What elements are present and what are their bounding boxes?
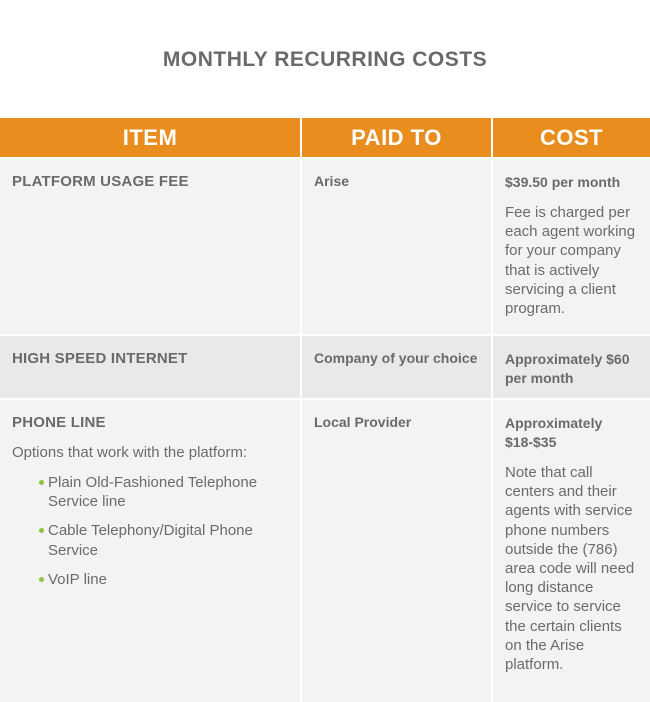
cost-note: Fee is charged per each agent working for your company that is actively servicing a client program. [505,204,636,318]
item-name: HIGH SPEED INTERNET [12,350,188,367]
page-title: MONTHLY RECURRING COSTS [162,48,488,71]
cost-value: Approximately $60 per month [505,351,630,386]
item-name: PLATFORM USAGE FEE [12,173,189,190]
table-row [0,159,650,334]
paid-to-value: Local Provider [314,414,412,430]
bullet-icon [39,480,44,485]
item-name: PHONE LINE [12,414,106,431]
table-row [0,336,650,398]
bullet-icon [39,528,44,533]
cost-cell [493,159,650,334]
item-cell [0,336,300,398]
paid-to-value: Arise [314,173,350,189]
paid-to-value: Company of your choice [314,350,478,366]
table-row [0,400,650,702]
paid-to-cell [302,336,491,398]
cost-cell [493,336,650,398]
bullet-icon [39,577,44,582]
item-cell [0,159,300,334]
cost-cell [493,400,650,702]
list-item [12,473,288,511]
option-text: VoIP line [48,570,107,588]
options-list [12,473,288,589]
options-label: Options that work with the platform: [12,444,248,461]
header-item: ITEM [0,118,300,157]
cost-note: Note that call centers and their agents with service phone numbers outside the (786) area code will need long distance service to service the certain clients on the Arise platform. [505,464,635,674]
header-cost: COST [493,118,650,157]
paid-to-cell [302,159,491,334]
header-paid-to: PAID TO [302,118,491,157]
paid-to-cell [302,400,491,702]
option-text: Cable Telephony/Digital Phone Service [48,522,253,559]
list-item [12,521,288,559]
option-text: Plain Old-Fashioned Telephone Service line [48,474,258,511]
cost-value: Approximately $18-$35 [505,415,603,450]
cost-value: $39.50 per month [505,174,621,190]
item-cell [0,400,300,702]
list-item [12,570,288,589]
